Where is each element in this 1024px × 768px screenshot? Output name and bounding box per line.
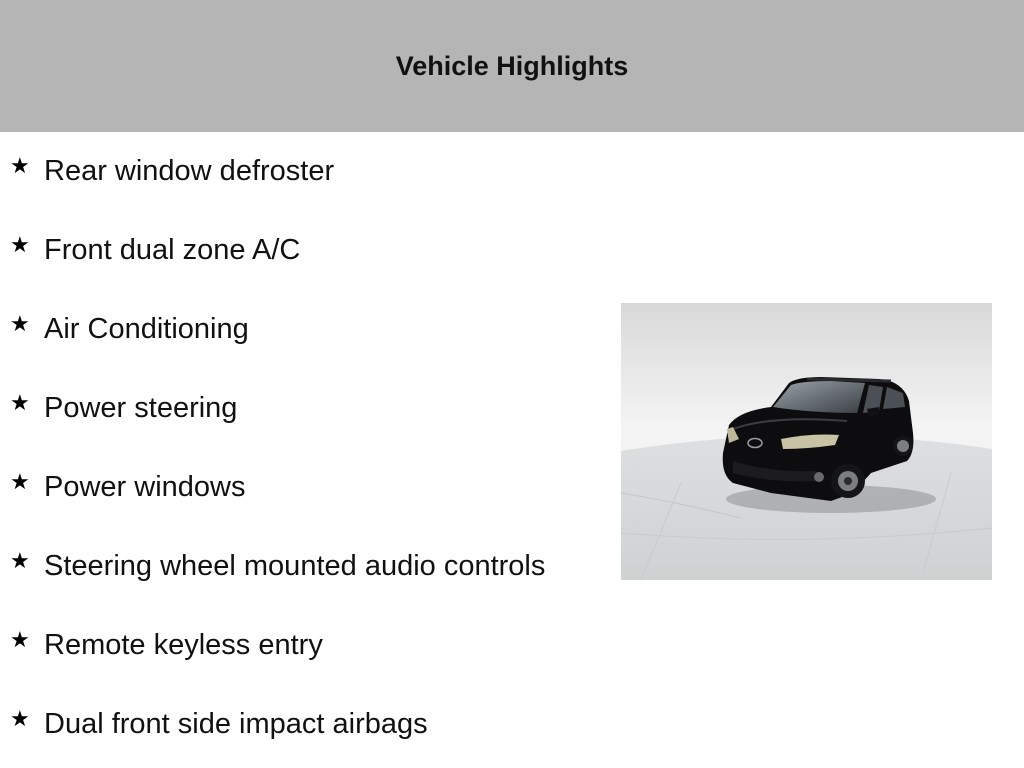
star-icon: ★: [10, 549, 30, 574]
star-icon: ★: [10, 312, 30, 337]
highlight-label: Air Conditioning: [44, 313, 249, 345]
highlight-label: Rear window defroster: [44, 155, 335, 187]
list-item: [0, 527, 600, 606]
star-icon: ★: [10, 470, 30, 495]
list-item: [0, 132, 600, 211]
list-item: [0, 606, 600, 685]
highlight-label: Dual front side impact airbags: [44, 708, 428, 740]
highlight-label: Steering wheel mounted audio controls: [44, 550, 546, 582]
star-icon: ★: [10, 233, 30, 258]
list-item: [0, 211, 600, 290]
highlights-list: [0, 132, 600, 764]
highlight-label: Power steering: [44, 392, 238, 424]
star-icon: ★: [10, 707, 30, 732]
highlight-label: Remote keyless entry: [44, 629, 323, 661]
list-item: [0, 685, 600, 764]
vehicle-photo: [621, 303, 992, 580]
list-item: [0, 448, 600, 527]
highlight-label: Power windows: [44, 471, 246, 503]
list-item: [0, 290, 600, 369]
star-icon: ★: [10, 391, 30, 416]
star-icon: ★: [10, 154, 30, 179]
list-item: [0, 369, 600, 448]
page-title: Vehicle Highlights: [395, 50, 629, 81]
highlight-label: Front dual zone A/C: [44, 234, 301, 266]
star-icon: ★: [10, 628, 30, 653]
header-bar: [0, 0, 1024, 132]
